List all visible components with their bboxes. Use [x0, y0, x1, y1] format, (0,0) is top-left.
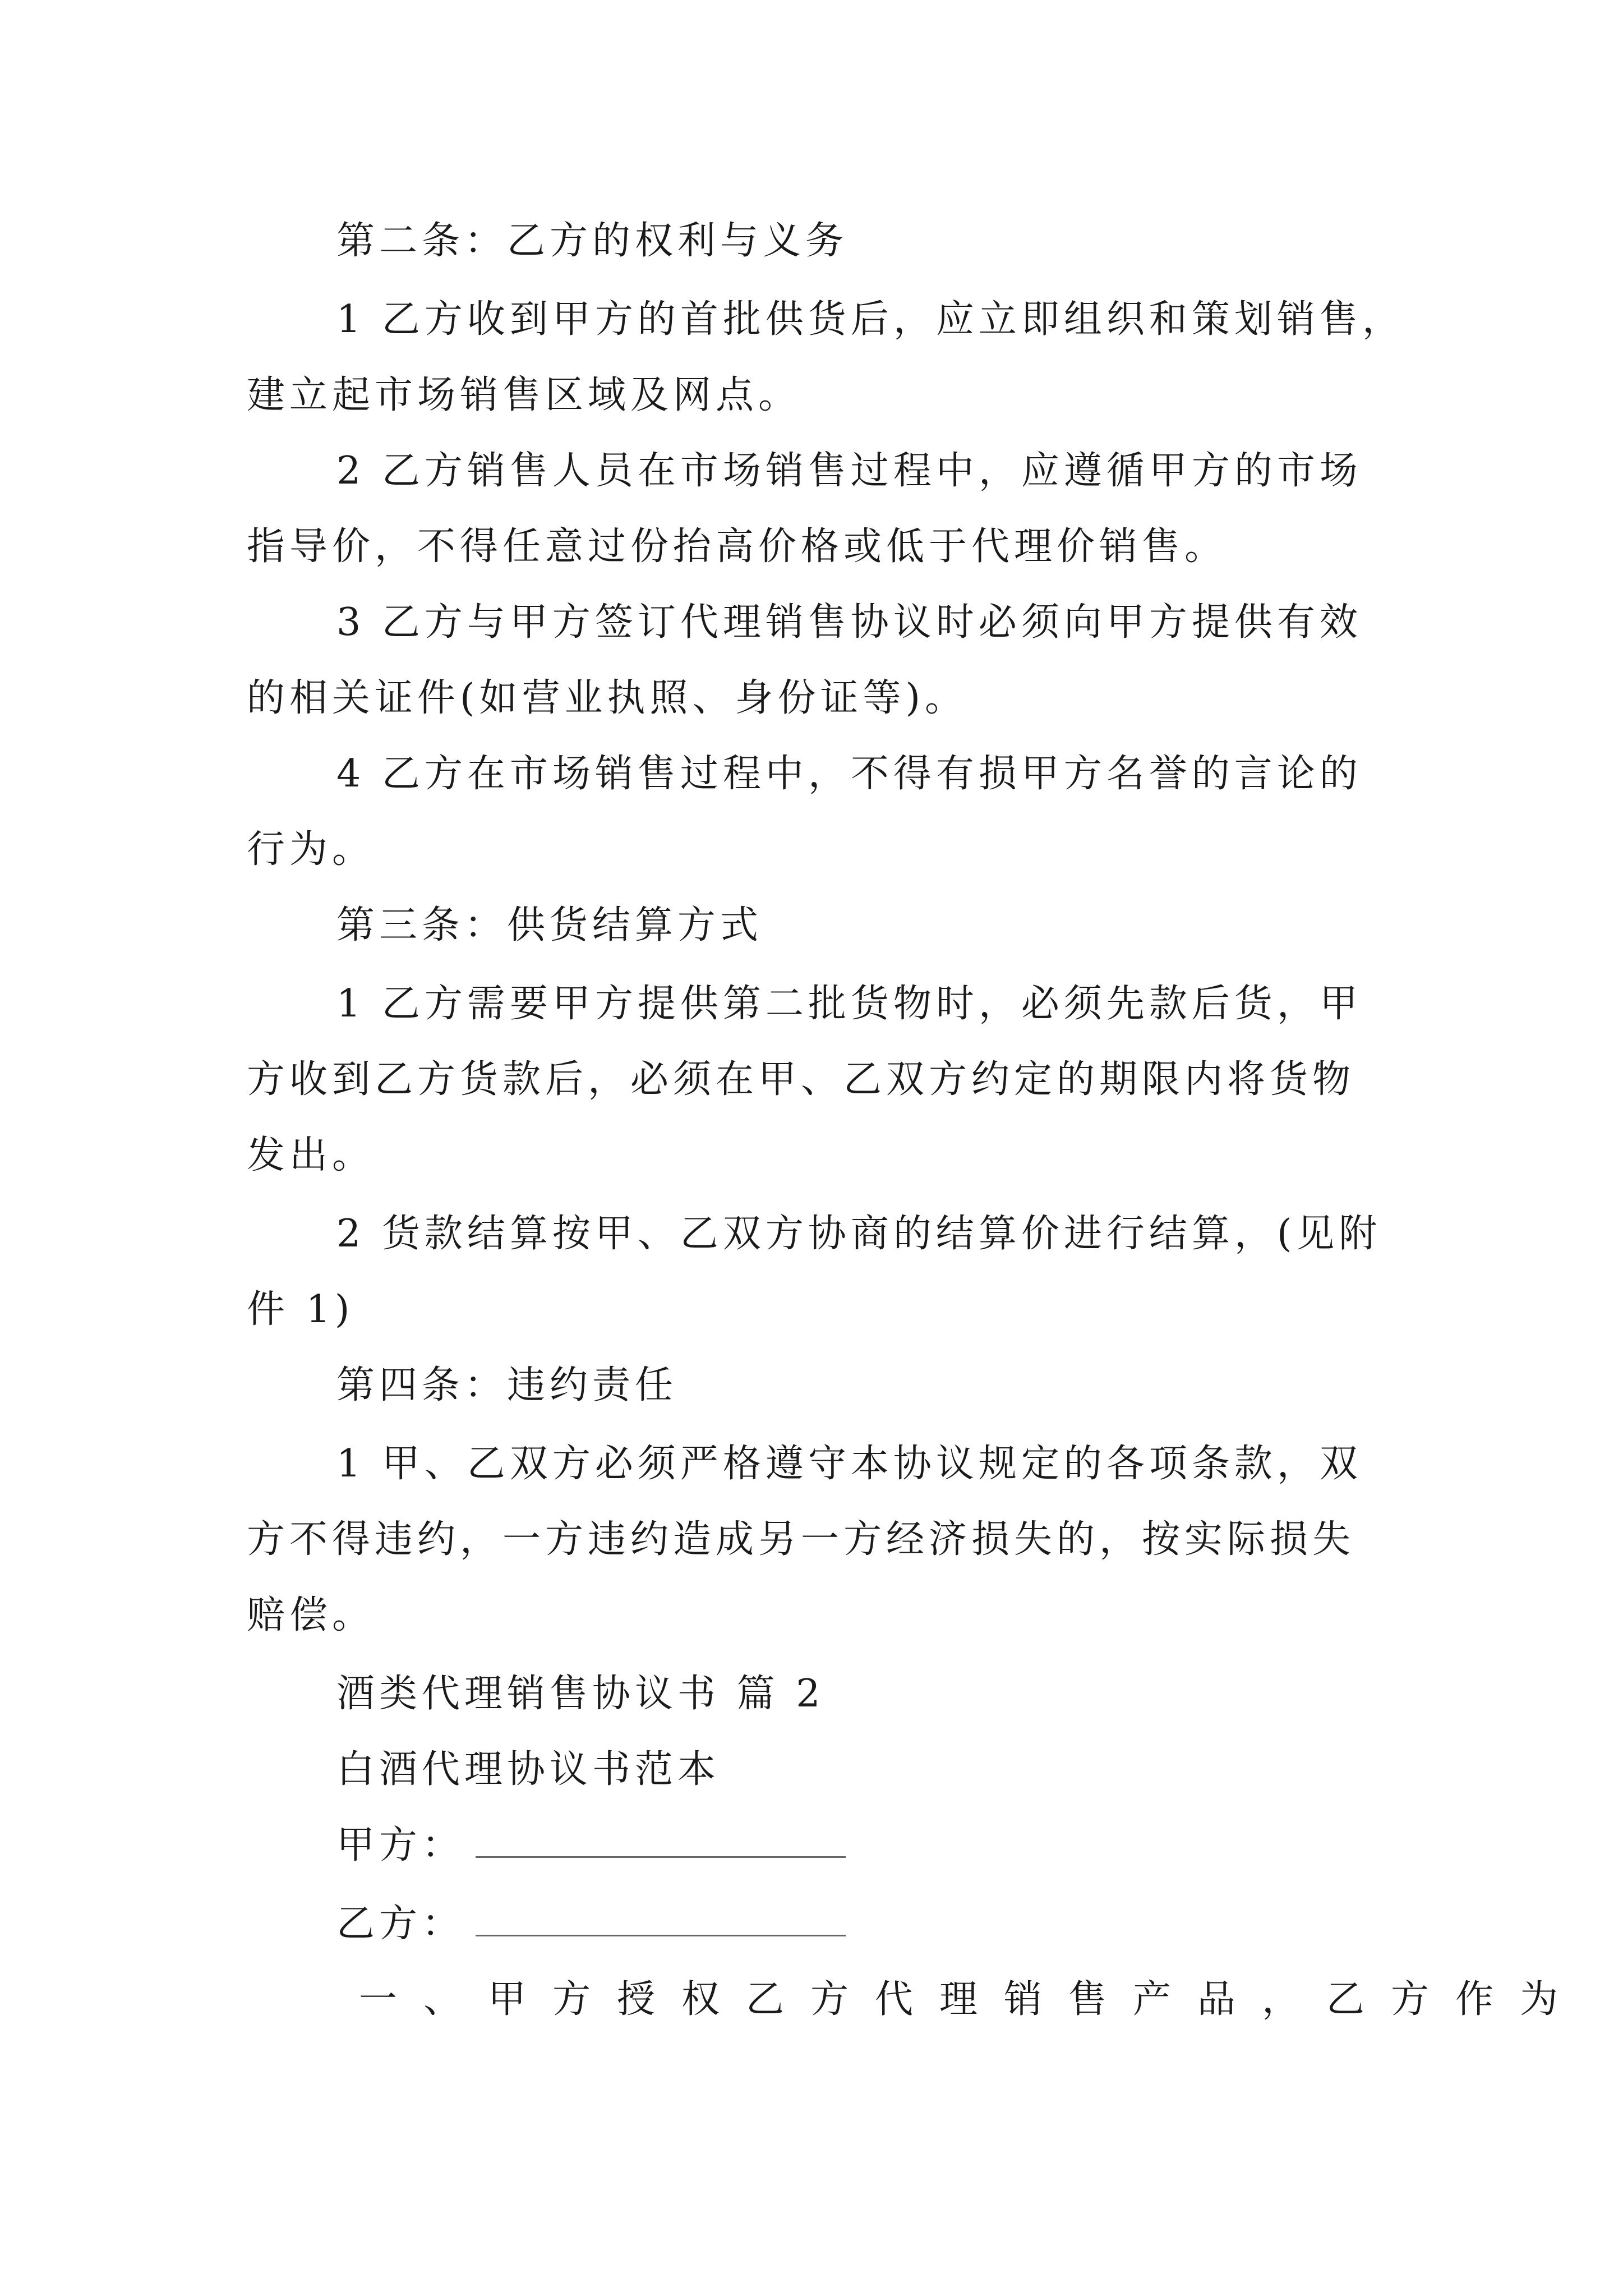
section-heading: 酒类代理销售协议书 篇 2: [336, 1672, 825, 1716]
paragraph-line: 发出。: [247, 1133, 375, 1177]
article-2-heading: 第二条：乙方的权利与义务: [336, 219, 849, 263]
paragraph-line: 件 1): [247, 1287, 354, 1332]
paragraph-line: 3 乙方与甲方签订代理销售协议时必须向甲方提供有效: [336, 600, 1362, 645]
paragraph-line: 行为。: [247, 827, 375, 872]
party-b-row: [336, 1902, 846, 1947]
article-4-heading: 第四条：违约责任: [336, 1363, 678, 1407]
paragraph-line: 2 乙方销售人员在市场销售过程中，应遵循甲方的市场: [336, 449, 1362, 493]
paragraph-line: 建立起市场销售区域及网点。: [247, 373, 801, 417]
clause-1-line: 一、甲方授权乙方代理销售产品，乙方作为: [359, 1977, 1585, 2022]
article-3-heading: 第三条：供货结算方式: [336, 903, 763, 947]
paragraph-line: 方收到乙方货款后，必须在甲、乙双方约定的期限内将货物: [247, 1057, 1355, 1102]
party-a-label: 甲方：: [336, 1823, 465, 1867]
paragraph-line: 赔偿。: [247, 1593, 375, 1637]
paragraph-line: 1 乙方需要甲方提供第二批货物时，必须先款后货，甲: [336, 982, 1362, 1026]
party-b-label: 乙方：: [336, 1902, 465, 1946]
party-a-row: [336, 1823, 846, 1868]
paragraph-line: 4 乙方在市场销售过程中，不得有损甲方名誉的言论的: [336, 752, 1362, 796]
party-b-blank-line: [476, 1906, 846, 1936]
paragraph-line: 指导价，不得任意过份抬高价格或低于代理价销售。: [247, 524, 1228, 569]
party-a-blank-line: [476, 1827, 846, 1858]
paragraph-line: 的相关证件(如营业执照、身份证等)。: [247, 676, 968, 720]
paragraph-line: 1 甲、乙双方必须严格遵守本协议规定的各项条款，双: [336, 1442, 1362, 1486]
paragraph-line: 方不得违约，一方违约造成另一方经济损失的，按实际损失: [247, 1517, 1355, 1562]
sample-title: 白酒代理协议书范本: [336, 1747, 721, 1792]
paragraph-line: 2 货款结算按甲、乙双方协商的结算价进行结算，(见附: [336, 1212, 1382, 1256]
paragraph-line: 1 乙方收到甲方的首批供货后，应立即组织和策划销售，: [336, 297, 1405, 342]
